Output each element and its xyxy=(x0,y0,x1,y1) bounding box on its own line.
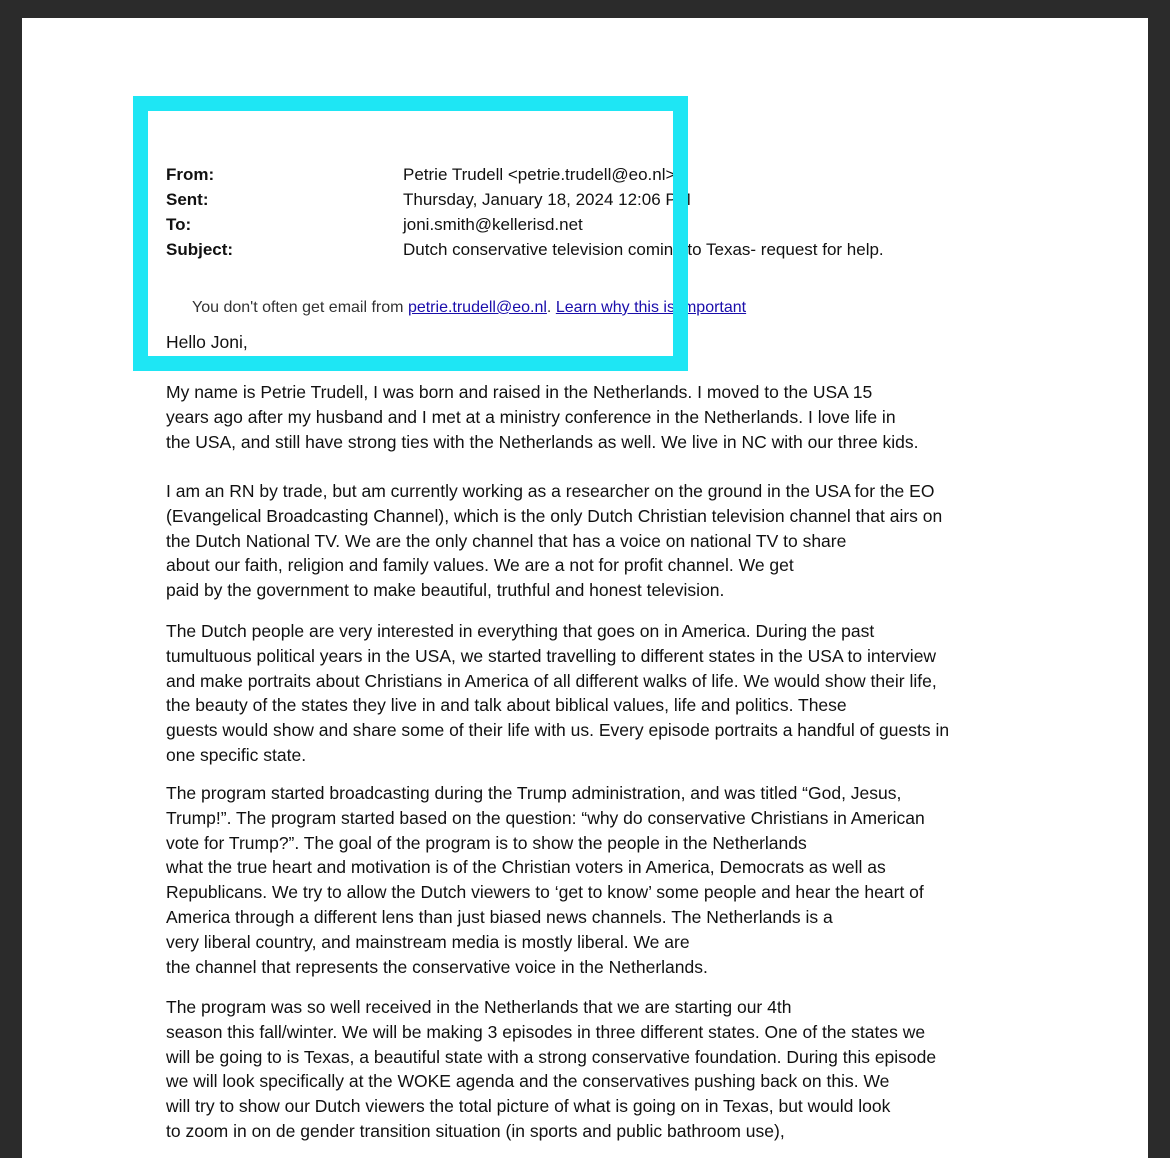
paragraph-4 xyxy=(166,781,1026,979)
to-value: joni.smith@kellerisd.net xyxy=(403,215,583,234)
paragraph-2 xyxy=(166,479,1026,603)
notice-prefix: You don't often get email from xyxy=(192,299,408,316)
sender-email-link[interactable]: petrie.trudell@eo.nl xyxy=(407,299,547,316)
paragraph-3 xyxy=(166,619,1026,768)
paragraph-2-text: I am an RN by trade, but am currently working as a researcher on the ground in the USA for the EO (Evangelical Broadcasting Channel), which is the only Dutch Christian television channel that airs on the Dutch National TV. We are the only channel that has a voice on national TV to share about our faith, religion and family values. We are a not for profit channel. We get paid by the government to make beautiful, truthful and honest television. xyxy=(166,481,943,601)
from-label: From: xyxy=(166,165,215,184)
paragraph-3-text: The Dutch people are very interested in everything that goes on in America. During the past tumultuous political years in the USA, we started travelling to different states in the USA to interview and make portraits about Christians in America of all different walks of life. We would show their life, the beauty of the states they live in and talk about biblical values, life and politics. These guests would show and share some of their life with us. Every episode portraits a handful of guests in one specific state. xyxy=(166,621,950,765)
paragraph-5 xyxy=(166,995,1026,1144)
subject-label: Subject: xyxy=(166,240,234,259)
greeting xyxy=(166,330,1026,355)
paragraph-5-text: The program was so well received in the Netherlands that we are starting our 4th season this fall/winter. We will be making 3 episodes in three different states. One of the states we will be going to is Texas, a beautiful state with a strong conservative foundation. During this episode we will look specifically at the WOKE agenda and the conservatives pushing back on this. We will try to show our Dutch viewers the total picture of what is going on in Texas, but would look to zoom in on de gender transition situation (in sports and public bathroom use), xyxy=(166,997,937,1141)
external-sender-notice xyxy=(192,299,746,317)
paragraph-1 xyxy=(166,380,1026,454)
learn-why-link[interactable]: Learn why this is important xyxy=(555,299,747,316)
from-value: Petrie Trudell <petrie.trudell@eo.nl> xyxy=(403,165,676,184)
greeting-text: Hello Joni, xyxy=(166,332,248,352)
sent-value: Thursday, January 18, 2024 12:06 PM xyxy=(403,190,691,209)
sent-label: Sent: xyxy=(166,190,209,209)
subject-value: Dutch conservative television coming to Texas- request for help. xyxy=(403,240,884,259)
to-label: To: xyxy=(166,215,192,234)
paragraph-1-text: My name is Petrie Trudell, I was born and raised in the Netherlands. I moved to the USA 15 years ago after my husband and I met at a ministry conference in the Netherlands. I love life in the USA, and still have strong ties with the Netherlands as well. We live in NC with our three kids. xyxy=(166,382,919,452)
notice-suffix: . xyxy=(546,299,556,316)
paragraph-4-text: The program started broadcasting during the Trump administration, and was titled “God, Jesus, Trump!”. The program started based on the question: “why do conservative Christians in American vote for Trump?”. The goal of the program is to show the people in the Netherlands what the true heart and motivation is of the Christian voters in America, Democrats as well as Republicans. We try to allow the Dutch viewers to ‘get to know’ some people and hear the heart of America through a different lens than just biased news channels. The Netherlands is a very liberal country, and mainstream media is mostly liberal. We are the channel that represents the conservative voice in the Netherlands. xyxy=(166,783,925,977)
